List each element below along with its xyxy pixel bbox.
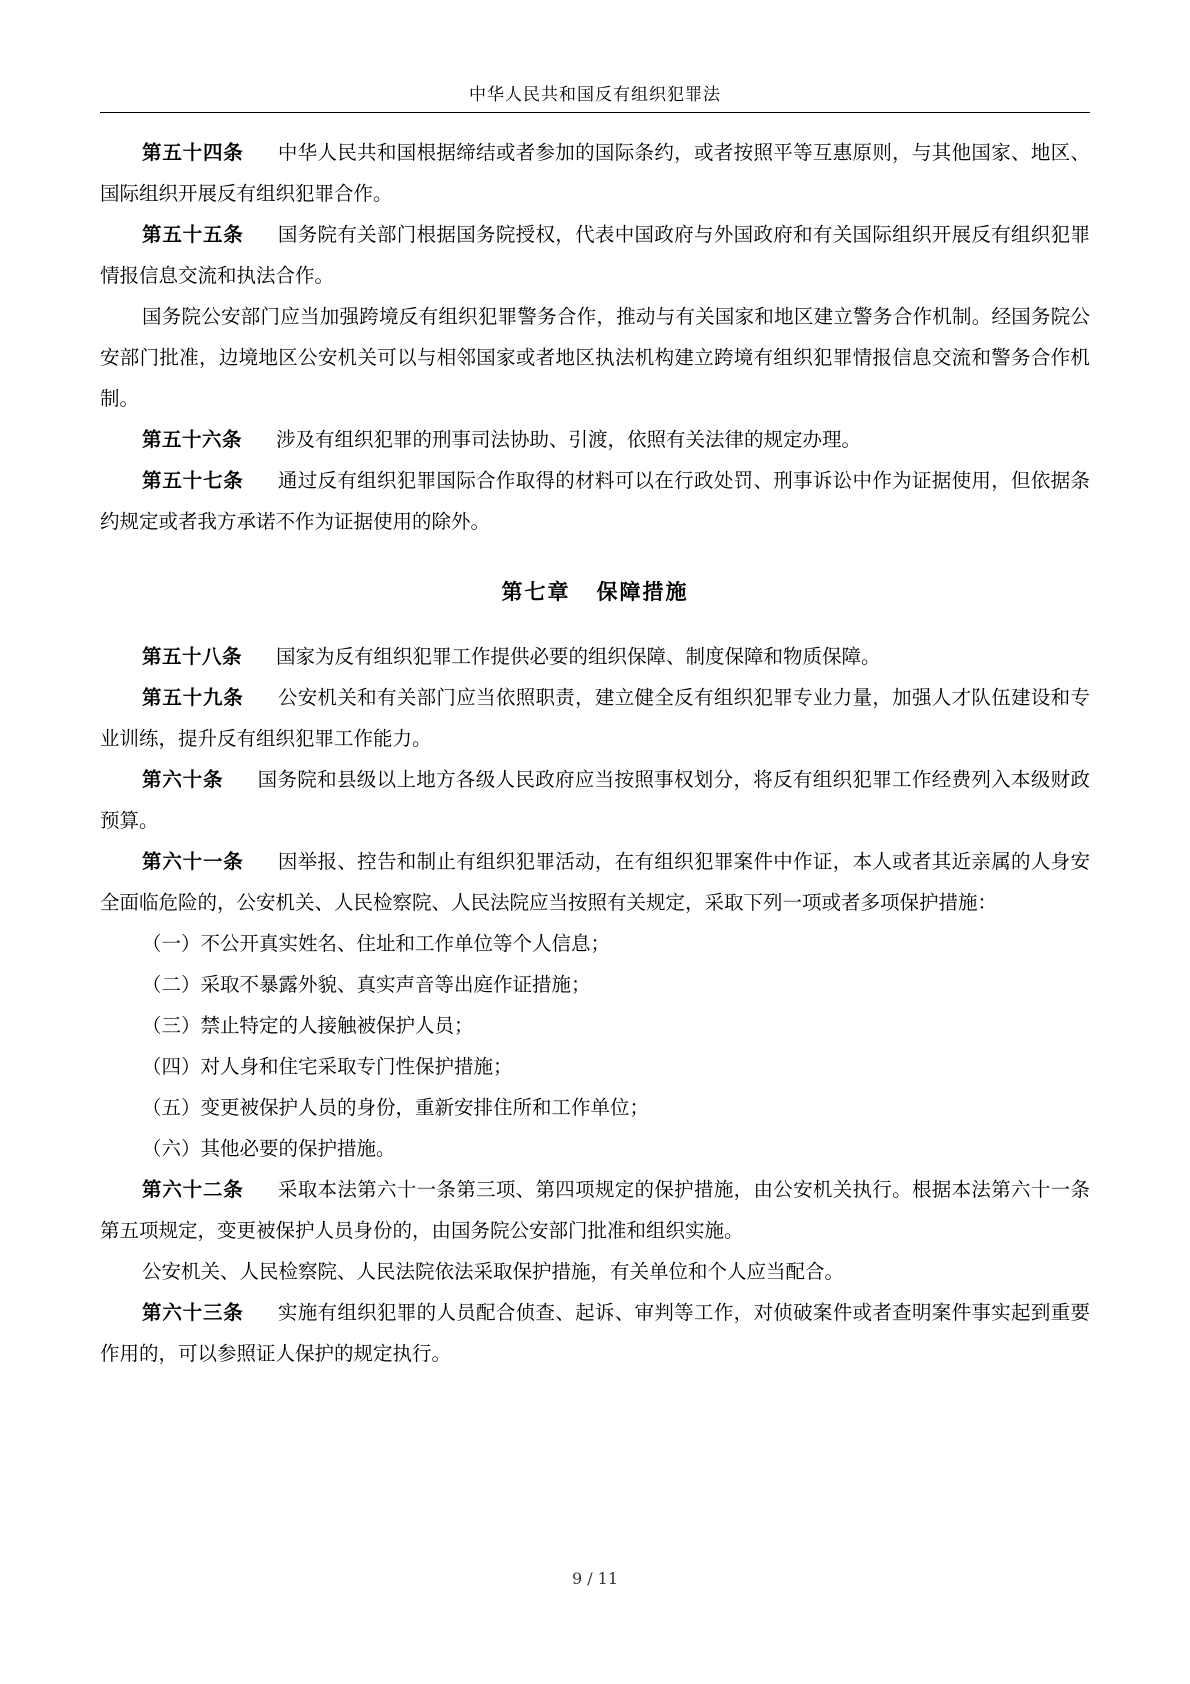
article-paragraph (100, 636, 1090, 677)
article-paragraph (100, 419, 1090, 460)
article-text: 通过反有组织犯罪国际合作取得的材料可以在行政处罚、刑事诉讼中作为证据使用，但依据条约规定或者我方承诺不作为证据使用的除外。 (100, 469, 1090, 533)
article-paragraph (100, 677, 1090, 759)
page-header-title: 中华人民共和国反有组织犯罪法 (469, 85, 721, 105)
chapter-number: 第七章 (501, 579, 571, 604)
article-paragraph (100, 132, 1090, 214)
article-subparagraph (100, 296, 1090, 419)
article-label: 第五十九条 (142, 686, 244, 709)
page-number: 9 / 11 (571, 1569, 619, 1588)
article-text: 国务院公安部门应当加强跨境反有组织犯罪警务合作，推动与有关国家和地区建立警务合作机制。经国务院公安部门批准，边境地区公安机关可以与相邻国家或者地区执法机构建立跨境有组织犯罪情报信息交流和警务合作机制。 (100, 305, 1090, 410)
article-paragraph (100, 1292, 1090, 1374)
article-text: 公安机关、人民检察院、人民法院依法采取保护措施，有关单位和个人应当配合。 (142, 1260, 845, 1283)
article-label: 第六十二条 (142, 1178, 244, 1201)
article-label: 第五十七条 (142, 469, 244, 492)
document-body (100, 132, 1090, 1374)
article-text: 国家为反有组织犯罪工作提供必要的组织保障、制度保障和物质保障。 (276, 645, 881, 668)
article-text: 涉及有组织犯罪的刑事司法协助、引渡，依照有关法律的规定办理。 (276, 428, 862, 451)
article-label: 第六十一条 (142, 850, 244, 873)
chapter-heading (100, 576, 1090, 606)
article-label: 第五十五条 (142, 223, 244, 246)
article-text: 采取本法第六十一条第三项、第四项规定的保护措施，由公安机关执行。根据本法第六十一条第五项规定，变更被保护人员身份的，由国务院公安部门批准和组织实施。 (100, 1178, 1090, 1242)
article-label: 第六十三条 (142, 1301, 244, 1324)
article-text: 公安机关和有关部门应当依照职责，建立健全反有组织犯罪专业力量，加强人才队伍建设和专业训练，提升反有组织犯罪工作能力。 (100, 686, 1090, 750)
article-label: 第六十条 (142, 768, 224, 791)
article-paragraph (100, 214, 1090, 296)
article-paragraph (100, 759, 1090, 841)
article-text: 因举报、控告和制止有组织犯罪活动，在有组织犯罪案件中作证，本人或者其近亲属的人身安全面临危险的，公安机关、人民检察院、人民法院应当按照有关规定，采取下列一项或者多项保护措施： (100, 850, 1090, 914)
article-text: 国务院有关部门根据国务院授权，代表中国政府与外国政府和有关国际组织开展反有组织犯罪情报信息交流和执法合作。 (100, 223, 1090, 287)
article-label: 第五十六条 (142, 428, 243, 451)
article-label: 第五十八条 (142, 645, 243, 668)
chapter-name: 保障措施 (596, 579, 689, 604)
article-label: 第五十四条 (142, 141, 244, 164)
list-item: （五）变更被保护人员的身份，重新安排住所和工作单位； (142, 1096, 650, 1119)
list-item: （二）采取不暴露外貌、真实声音等出庭作证措施； (142, 973, 591, 996)
article-text: 中华人民共和国根据缔结或者参加的国际条约，或者按照平等互惠原则，与其他国家、地区、国际组织开展反有组织犯罪合作。 (100, 141, 1090, 205)
list-item: （六）其他必要的保护措施。 (142, 1137, 396, 1160)
article-paragraph (100, 460, 1090, 542)
article-text: 实施有组织犯罪的人员配合侦查、起诉、审判等工作，对侦破案件或者查明案件事实起到重要作用的，可以参照证人保护的规定执行。 (100, 1301, 1090, 1365)
list-item: （三）禁止特定的人接触被保护人员； (142, 1014, 474, 1037)
article-paragraph (100, 1169, 1090, 1251)
article-text: 国务院和县级以上地方各级人民政府应当按照事权划分，将反有组织犯罪工作经费列入本级财政预算。 (100, 768, 1090, 832)
article-paragraph (100, 841, 1090, 923)
header-divider (100, 112, 1090, 113)
article-subparagraph (100, 1251, 1090, 1292)
list-item: （四）对人身和住宅采取专门性保护措施； (142, 1055, 513, 1078)
list-item: （一）不公开真实姓名、住址和工作单位等个人信息； (142, 932, 611, 955)
